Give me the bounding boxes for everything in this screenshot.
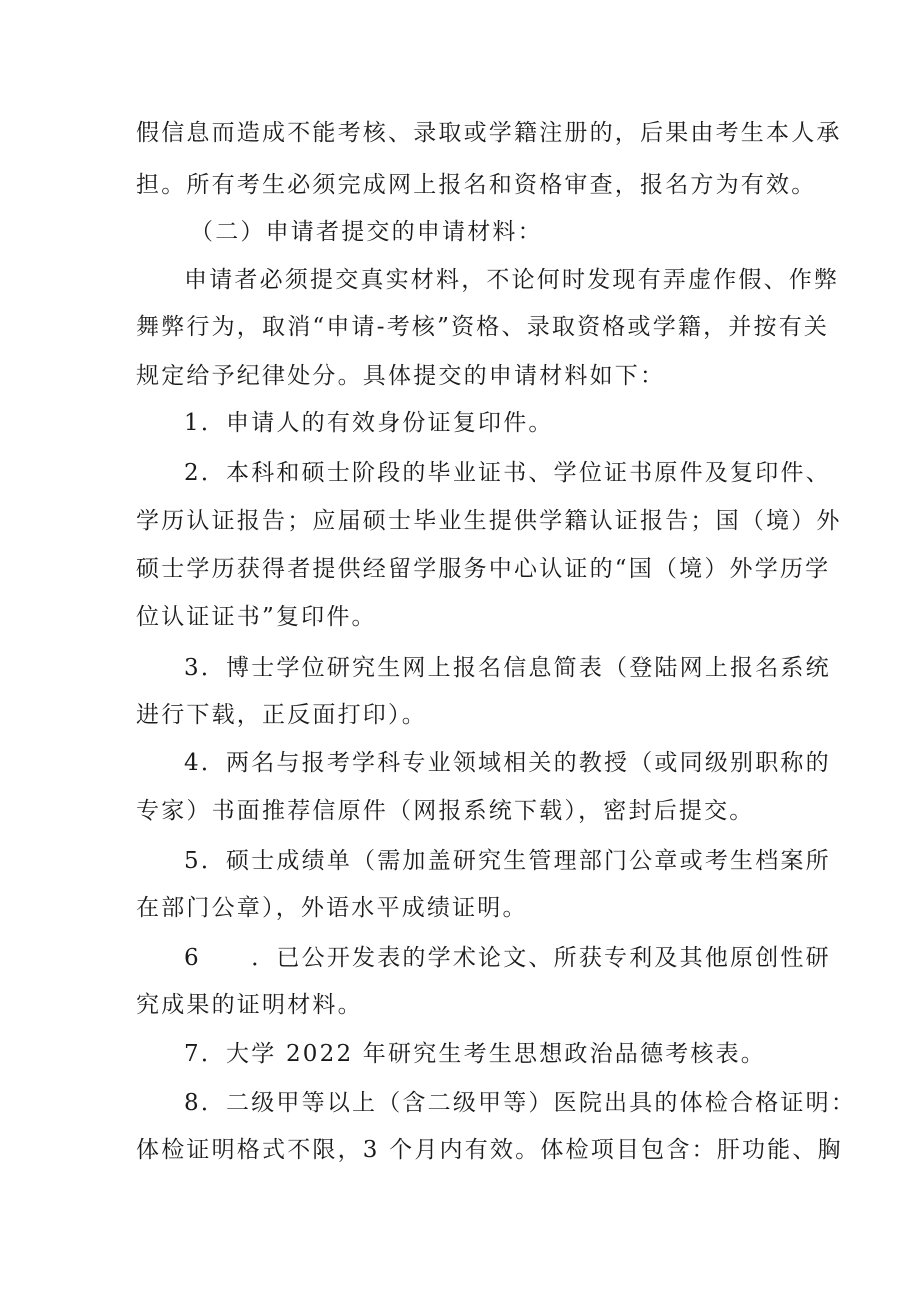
list-item: 1．申请人的有效身份证复印件。	[184, 410, 554, 436]
paragraph-line: 进行下载，正反面打印）。	[136, 702, 427, 728]
paragraph-line: 学历认证报告；应届硕士毕业生提供学籍认证报告；国（境）外	[136, 508, 842, 534]
paragraph-line: 在部门公章），外语水平成绩证明。	[136, 895, 528, 921]
list-item: 3．博士学位研究生网上报名信息简表（登陆网上报名系统	[184, 655, 831, 681]
list-item: 6 ．已公开发表的学术论文、所获专利及其他原创性研	[184, 945, 831, 971]
paragraph-line: 硕士学历获得者提供经留学服务中心认证的“国（境）外学历学	[136, 556, 831, 582]
paragraph-line: 体检证明格式不限，3 个月内有效。体检项目包含：肝功能、胸	[136, 1137, 843, 1163]
paragraph-line: 申请者必须提交真实材料，不论何时发现有弄虚作假、作弊	[184, 267, 840, 293]
list-item: 8．二级甲等以上（含二级甲等）医院出具的体检合格证明：	[184, 1090, 857, 1116]
paragraph-line: 究成果的证明材料。	[136, 992, 363, 1018]
list-item: 2．本科和硕士阶段的毕业证书、学位证书原件及复印件、	[184, 460, 831, 486]
paragraph-line: 专家）书面推荐信原件（网报系统下载），密封后提交。	[136, 798, 755, 824]
paragraph-line: 规定给予纪律处分。具体提交的申请材料如下：	[136, 363, 666, 389]
section-heading: （二）申请者提交的申请材料：	[190, 219, 543, 245]
list-item: 5．硕士成绩单（需加盖研究生管理部门公章或考生档案所	[184, 848, 831, 874]
paragraph-line: 位认证证书”复印件。	[136, 604, 377, 630]
list-item: 4．两名与报考学科专业领域相关的教授（或同级别职称的	[184, 750, 831, 776]
list-item: 7．大学 2022 年研究生考生思想政治品德考核表。	[184, 1041, 766, 1067]
paragraph-line: 舞弊行为，取消“申请-考核”资格、录取资格或学籍，并按有关	[136, 314, 830, 340]
paragraph-line: 担。所有考生必须完成网上报名和资格审查，报名方为有效。	[136, 172, 817, 198]
paragraph-line: 假信息而造成不能考核、录取或学籍注册的，后果由考生本人承	[136, 120, 842, 146]
